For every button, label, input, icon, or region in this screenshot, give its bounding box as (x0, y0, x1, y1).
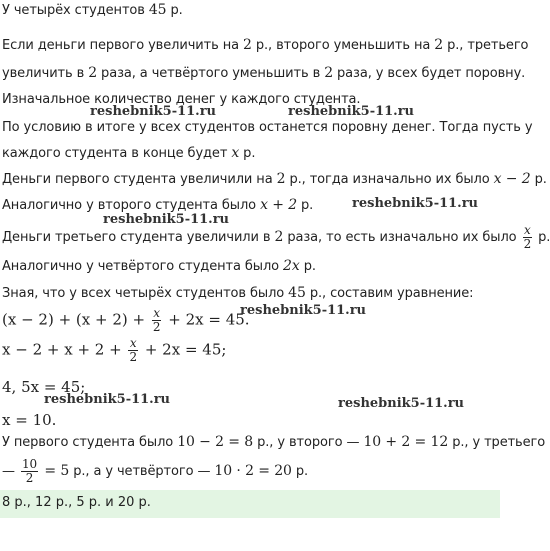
problem-line-1: У четырёх студентов 45 р. (2, 2, 183, 18)
watermark: reshebnik5-11.ru (90, 104, 217, 119)
answer-text: 8 р., 12 р., 5 р. и 20 р. (2, 495, 151, 510)
solution-line-4: Аналогично у второго студента было x + 2 р. (2, 197, 314, 213)
problem-line-3: увеличить в 2 раза, а четвёртого уменьшить в 2 раза, у всех будет поровну. (2, 65, 526, 81)
fraction-x-over-2: $\frac{x}{2}$ (152, 306, 161, 334)
solution-line-6: Аналогично у четвёртого студента было 2x р. (2, 258, 316, 274)
watermark: reshebnik5-11.ru (352, 196, 479, 211)
result-line-1: У первого студента было 10 − 2 = 8 р., у второго — 10 + 2 = 12 р., у третьего (2, 434, 546, 450)
result-line-2: — $\frac{10}{2}$ = 5 р., а у четвёртого — 10 · 2 = 20 р. (2, 457, 309, 485)
answer-box (0, 490, 500, 518)
solution-line-1: По условию в итоге у всех студентов останется поровну денег. Тогда пусть у (2, 120, 533, 135)
solution-line-2: каждого студента в конце будет x р. (2, 145, 256, 161)
problem-question: Изначальное количество денег у каждого студента. (2, 92, 361, 107)
watermark: reshebnik5-11.ru (103, 212, 230, 227)
watermark: reshebnik5-11.ru (338, 396, 465, 411)
fraction-x-over-2: $\frac{x}{2}$ (523, 223, 532, 251)
problem-line-2: Если деньги первого увеличить на 2 р., второго уменьшить на 2 р., третьего (2, 37, 529, 53)
watermark: reshebnik5-11.ru (240, 303, 367, 318)
fraction-10-over-2: $\frac{10}{2}$ (21, 457, 38, 485)
equation-3: 4, 5x = 45; (2, 378, 86, 396)
equation-1: (x − 2) + (x + 2) + $\frac{x}{2}$ + 2x = 45. (2, 306, 250, 334)
watermark: reshebnik5-11.ru (44, 392, 171, 407)
solution-line-7: Зная, что у всех четырёх студентов было 45 р., составим уравнение: (2, 285, 474, 301)
equation-4: x = 10. (2, 411, 57, 429)
solution-line-5: Деньги третьего студента увеличили в 2 раза, то есть изначально их было $\frac{x}{2}$ р. (2, 223, 550, 251)
watermark: reshebnik5-11.ru (288, 104, 415, 119)
equation-2: x − 2 + x + 2 + $\frac{x}{2}$ + 2x = 45; (2, 336, 227, 364)
fraction-x-over-2: $\frac{x}{2}$ (129, 336, 138, 364)
solution-line-3: Деньги первого студента увеличили на 2 р., тогда изначально их было x − 2 р. (2, 171, 547, 187)
